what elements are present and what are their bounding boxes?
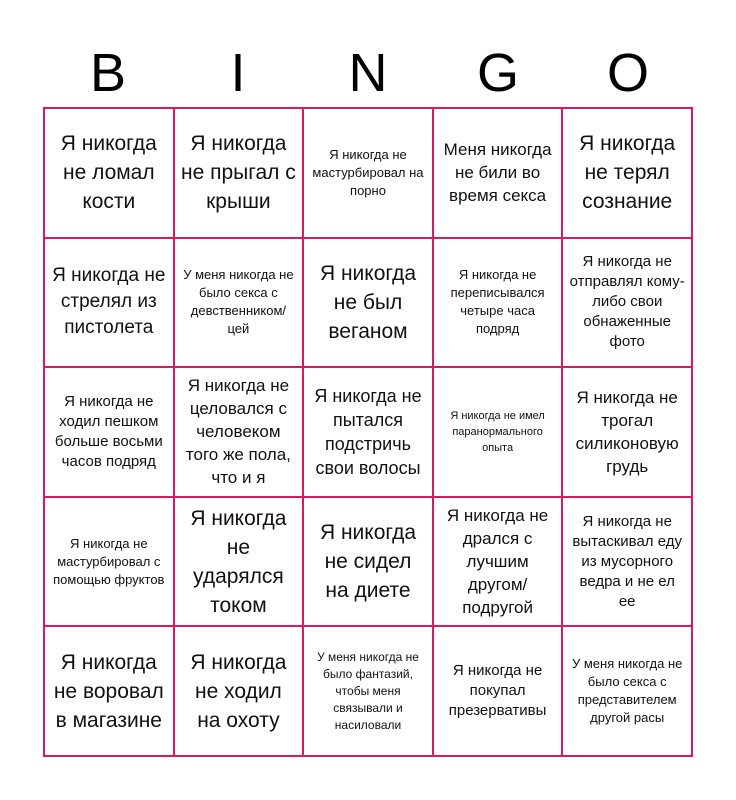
- cell-text: Я никогда не ходил на охоту: [190, 650, 287, 732]
- cell-text: У меня никогда не было секса с девственником/цей: [183, 267, 294, 337]
- cell-text: Я никогда не ходил пешком больше восьми часов подряд: [54, 392, 163, 470]
- cell-text: Я никогда не вытаскивал еду из мусорного ведра и не ел ее: [572, 512, 682, 610]
- cell-text: Я никогда не пытался подстричь свои волосы: [314, 385, 422, 478]
- cell-text: Меня никогда не били во время секса: [443, 140, 552, 206]
- header-letter-o: O: [606, 43, 649, 103]
- bingo-cell[interactable]: [433, 626, 563, 756]
- cell-text: Я никогда не сидел на диете: [319, 521, 417, 603]
- bingo-cell[interactable]: [44, 626, 174, 756]
- header-letter-n: N: [348, 43, 388, 103]
- bingo-cell[interactable]: [433, 367, 563, 497]
- bingo-grid: [43, 107, 693, 757]
- cell-text: Я никогда не мастурбировал с помощью фруктов: [53, 535, 165, 587]
- bingo-cell[interactable]: [44, 238, 174, 368]
- header-letter-g: G: [476, 43, 519, 103]
- bingo-cell[interactable]: [303, 238, 433, 368]
- bingo-cell[interactable]: [303, 626, 433, 756]
- cell-text: Я никогда не имел паранормального опыта: [450, 409, 545, 454]
- cell-text: Я никогда не воровал в магазине: [53, 650, 164, 732]
- cell-text: Я никогда не был веганом: [319, 261, 417, 343]
- bingo-cell[interactable]: [562, 238, 692, 368]
- bingo-cell[interactable]: [44, 497, 174, 627]
- bingo-cell[interactable]: [174, 238, 304, 368]
- header-letter-i: I: [230, 43, 246, 103]
- bingo-cell[interactable]: [303, 497, 433, 627]
- cell-text: Я никогда не стрелял из пистолета: [52, 265, 166, 339]
- bingo-cell[interactable]: [174, 626, 304, 756]
- cell-text: Я никогда не мастурбировал на порно: [312, 146, 424, 198]
- bingo-cell[interactable]: [174, 367, 304, 497]
- bingo-cell[interactable]: [433, 108, 563, 238]
- bingo-cell[interactable]: [44, 367, 174, 497]
- bingo-cell[interactable]: [562, 367, 692, 497]
- bingo-cell[interactable]: [562, 497, 692, 627]
- bingo-cell[interactable]: [174, 108, 304, 238]
- cell-text: Я никогда не дрался с лучшим другом/подругой: [446, 506, 549, 618]
- cell-text: Я никогда не ломал кости: [60, 132, 157, 214]
- bingo-cell[interactable]: [433, 497, 563, 627]
- bingo-cell[interactable]: [174, 497, 304, 627]
- cell-text: Я никогда не покупал презервативы: [448, 662, 547, 720]
- cell-text: У меня никогда не было секса с представителем другой расы: [572, 656, 683, 726]
- cell-text: Я никогда не целовался с человеком того же пола, что и я: [185, 376, 291, 488]
- bingo-cell[interactable]: [303, 108, 433, 238]
- bingo-cell[interactable]: [562, 626, 692, 756]
- cell-text: Я никогда не трогал силиконовую грудь: [575, 387, 679, 476]
- bingo-cell[interactable]: [303, 367, 433, 497]
- cell-text: Я никогда не ударялся током: [190, 506, 287, 617]
- cell-text: Я никогда не терял сознание: [579, 132, 676, 214]
- bingo-cell[interactable]: [562, 108, 692, 238]
- bingo-header: [43, 40, 693, 106]
- bingo-cell[interactable]: [44, 108, 174, 238]
- bingo-cell[interactable]: [433, 238, 563, 368]
- header-letter-b: B: [89, 43, 127, 103]
- cell-text: Я никогда не отправлял кому-либо свои обнаженные фото: [569, 253, 685, 351]
- cell-text: Я никогда не прыгал с крыши: [181, 132, 296, 214]
- cell-text: У меня никогда не было фантазий, чтобы меня связывали и насиловали: [317, 649, 419, 732]
- cell-text: Я никогда не переписывался четыре часа подряд: [450, 267, 545, 337]
